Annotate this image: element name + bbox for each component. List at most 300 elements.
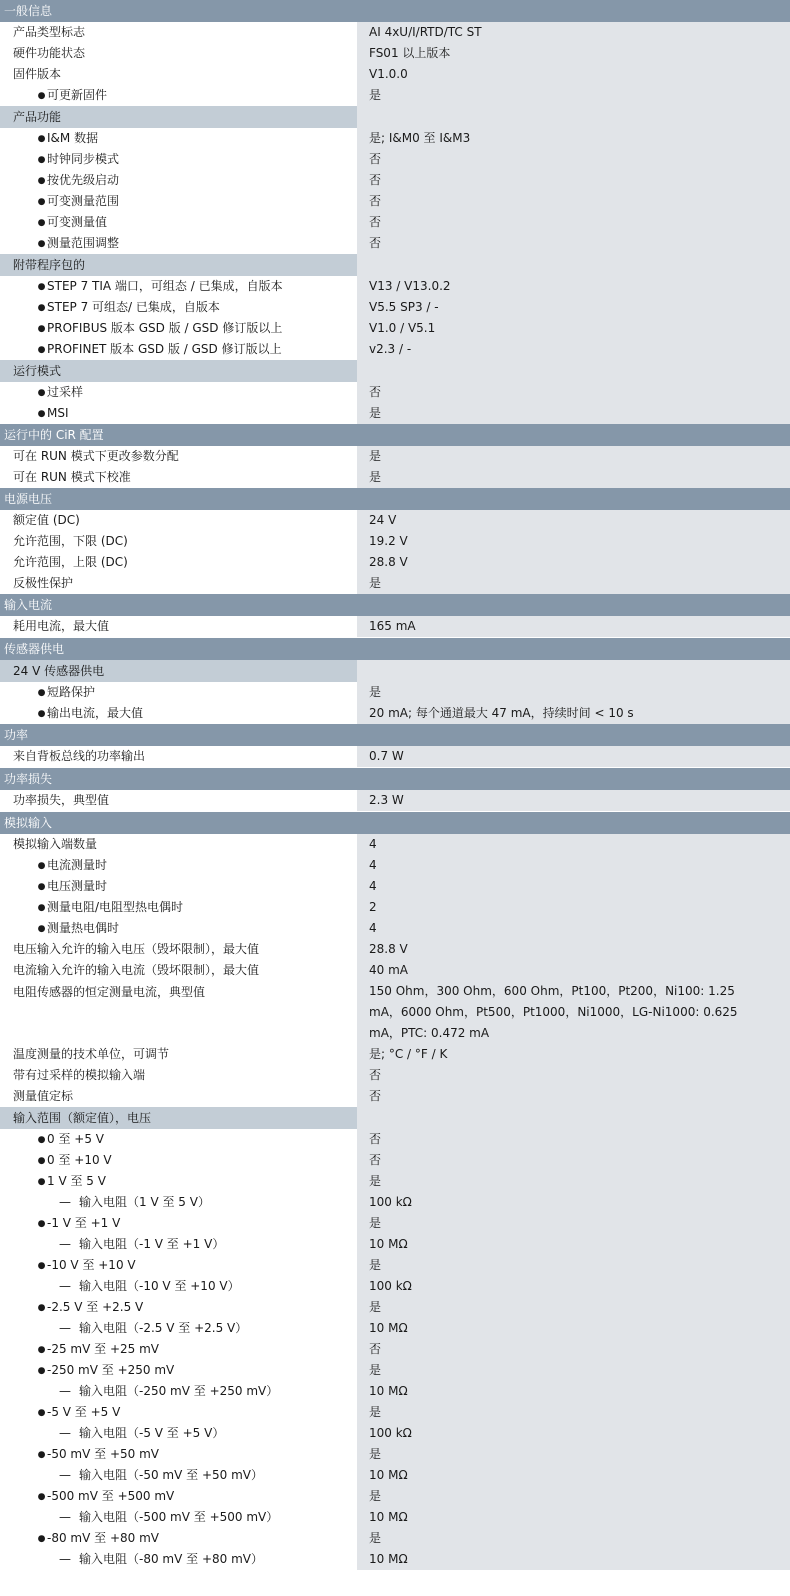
bullet-icon: ● [37, 1492, 46, 1502]
spec-row [0, 1086, 790, 1107]
spec-label: MSI [47, 406, 69, 420]
spec-row [0, 790, 790, 812]
spec-row [0, 1444, 790, 1465]
dash-icon: — [59, 1426, 71, 1440]
spec-value: 否 [357, 1086, 790, 1107]
spec-label: 测量范围调整 [47, 236, 120, 250]
spec-value: 是 [357, 1255, 790, 1276]
spec-row [0, 1381, 790, 1402]
spec-label: 模拟输入端数量 [13, 837, 98, 851]
spec-value: 是 [357, 446, 790, 467]
spec-label: 电压测量时 [47, 879, 108, 893]
spec-label-cell [0, 128, 357, 149]
spec-value: 否 [357, 233, 790, 254]
section-header [0, 254, 790, 276]
spec-label-cell [0, 1486, 357, 1507]
bullet-icon: ● [37, 1261, 46, 1271]
spec-label: 带有过采样的模拟输入端 [13, 1068, 146, 1082]
spec-label-cell [0, 403, 357, 424]
spec-label: -80 mV 至 +80 mV [47, 1531, 159, 1545]
spec-label: 输入电阻（-80 mV 至 +80 mV） [79, 1552, 263, 1566]
spec-value: 否 [357, 170, 790, 191]
spec-value: 是 [357, 85, 790, 106]
bullet-icon: ● [37, 345, 46, 355]
spec-value: 是 [357, 1444, 790, 1465]
spec-value: 是 [357, 682, 790, 703]
section-title: 功率 [4, 728, 29, 742]
spec-label-cell [0, 616, 357, 637]
spec-value: 100 kΩ [357, 1192, 790, 1213]
spec-label: 反极性保护 [13, 576, 74, 590]
spec-value: 100 kΩ [357, 1276, 790, 1297]
spec-value: 100 kΩ [357, 1423, 790, 1444]
dash-icon: — [59, 1279, 71, 1293]
section-header [0, 1107, 790, 1129]
spec-label-cell [0, 1528, 357, 1549]
spec-label-cell [0, 149, 357, 170]
spec-value: 否 [357, 191, 790, 212]
spec-label-cell [0, 1339, 357, 1360]
spec-value: 4 [357, 834, 790, 855]
spec-row [0, 1171, 790, 1192]
spec-value: 10 MΩ [357, 1381, 790, 1402]
spec-label: 温度测量的技术单位，可调节 [13, 1047, 170, 1061]
spec-value: 否 [357, 1150, 790, 1171]
spec-row [0, 531, 790, 552]
spec-label-cell [0, 531, 357, 552]
spec-label-cell [0, 1444, 357, 1465]
spec-label: -10 V 至 +10 V [47, 1258, 136, 1272]
spec-label: 0 至 +5 V [47, 1132, 104, 1146]
spec-label: 短路保护 [47, 685, 96, 699]
spec-label-cell [0, 918, 357, 939]
spec-value: V5.5 SP3 / - [357, 297, 790, 318]
spec-label-cell [0, 22, 357, 43]
spec-label: 过采样 [47, 385, 84, 399]
spec-label: 0 至 +10 V [47, 1153, 112, 1167]
spec-row [0, 703, 790, 724]
spec-label-cell [0, 1297, 357, 1318]
bullet-icon: ● [37, 134, 46, 144]
spec-label: 电流测量时 [47, 858, 108, 872]
section-header-fill [357, 424, 790, 446]
section-title: 模拟输入 [4, 816, 53, 830]
section-title: 运行模式 [0, 360, 357, 382]
section-header [0, 638, 790, 660]
spec-label: 输入电阻（-1 V 至 +1 V） [79, 1237, 225, 1251]
spec-row [0, 1549, 790, 1570]
spec-label-cell [0, 1213, 357, 1234]
spec-row [0, 64, 790, 85]
spec-value: 0.7 W [357, 746, 790, 767]
spec-row [0, 128, 790, 149]
section-header-fill [357, 106, 790, 128]
bullet-icon: ● [37, 709, 46, 719]
section-title: 功率损失 [4, 772, 53, 786]
spec-value: 4 [357, 876, 790, 897]
spec-label: -250 mV 至 +250 mV [47, 1363, 175, 1377]
spec-row [0, 1486, 790, 1507]
section-title: 附带程序包的 [0, 254, 357, 276]
spec-value: 20 mA; 每个通道最大 47 mA，持续时间 < 10 s [357, 703, 790, 724]
section-header [0, 488, 790, 510]
spec-label-cell [0, 1549, 357, 1570]
spec-label-cell [0, 981, 357, 1044]
spec-value: 是; I&M0 至 I&M3 [357, 128, 790, 149]
spec-row [0, 446, 790, 467]
spec-label: PROFIBUS 版本 GSD 版 / GSD 修订版以上 [47, 321, 283, 335]
spec-row [0, 1423, 790, 1444]
spec-row [0, 1213, 790, 1234]
spec-value: 10 MΩ [357, 1507, 790, 1528]
spec-row [0, 43, 790, 64]
spec-label: -500 mV 至 +500 mV [47, 1489, 175, 1503]
spec-value: 是 [357, 1528, 790, 1549]
spec-label: -1 V 至 +1 V [47, 1216, 121, 1230]
spec-value: 4 [357, 855, 790, 876]
dash-icon: — [59, 1321, 71, 1335]
spec-value: 否 [357, 149, 790, 170]
spec-row [0, 170, 790, 191]
spec-row [0, 1402, 790, 1423]
spec-label: 按优先级启动 [47, 173, 120, 187]
bullet-icon: ● [37, 1408, 46, 1418]
bullet-icon: ● [37, 1177, 46, 1187]
bullet-icon: ● [37, 409, 46, 419]
spec-value: 10 MΩ [357, 1318, 790, 1339]
spec-label-cell [0, 467, 357, 488]
spec-row [0, 1276, 790, 1297]
spec-label-cell [0, 1171, 357, 1192]
bullet-icon: ● [37, 155, 46, 165]
spec-label-cell [0, 1402, 357, 1423]
spec-label-cell [0, 233, 357, 254]
spec-row [0, 339, 790, 360]
section-header [0, 724, 790, 746]
spec-label-cell [0, 703, 357, 724]
section-header-fill [357, 254, 790, 276]
spec-row [0, 1150, 790, 1171]
spec-label: -50 mV 至 +50 mV [47, 1447, 159, 1461]
spec-value: 是 [357, 1213, 790, 1234]
spec-row [0, 1318, 790, 1339]
spec-row [0, 510, 790, 531]
spec-row [0, 616, 790, 638]
dash-icon: — [59, 1510, 71, 1524]
spec-label: 输入电阻（-10 V 至 +10 V） [79, 1279, 240, 1293]
spec-label: 测量值定标 [13, 1089, 74, 1103]
spec-label: 输入电阻（-500 mV 至 +500 mV） [79, 1510, 279, 1524]
spec-row [0, 1297, 790, 1318]
spec-row [0, 1065, 790, 1086]
spec-label-cell [0, 1423, 357, 1444]
spec-value: 是 [357, 1402, 790, 1423]
spec-label: 输出电流，最大值 [47, 706, 144, 720]
spec-label-cell [0, 960, 357, 981]
bullet-icon: ● [37, 1366, 46, 1376]
spec-value: FS01 以上版本 [357, 43, 790, 64]
spec-row [0, 876, 790, 897]
bullet-icon: ● [37, 282, 46, 292]
spec-value: 否 [357, 1129, 790, 1150]
section-header [0, 106, 790, 128]
spec-label: -5 V 至 +5 V [47, 1405, 121, 1419]
section-header-fill [357, 638, 790, 660]
spec-value: 是 [357, 1297, 790, 1318]
spec-label-cell [0, 297, 357, 318]
section-header-fill [357, 1107, 790, 1129]
spec-label: 固件版本 [13, 67, 62, 81]
spec-value: 是 [357, 1360, 790, 1381]
dash-icon: — [59, 1195, 71, 1209]
bullet-icon: ● [37, 1135, 46, 1145]
spec-label: 硬件功能状态 [13, 46, 86, 60]
spec-label-cell [0, 318, 357, 339]
bullet-icon: ● [37, 882, 46, 892]
spec-label-cell [0, 834, 357, 855]
bullet-icon: ● [37, 218, 46, 228]
spec-row [0, 1528, 790, 1549]
section-header-fill [357, 724, 790, 746]
spec-row [0, 1465, 790, 1486]
spec-label-cell [0, 1276, 357, 1297]
spec-row [0, 682, 790, 703]
spec-label-cell [0, 897, 357, 918]
spec-label-cell [0, 510, 357, 531]
spec-label-cell [0, 1086, 357, 1107]
spec-label: 耗用电流，最大值 [13, 619, 110, 633]
dash-icon: — [59, 1468, 71, 1482]
section-title: 输入电流 [4, 598, 53, 612]
section-title: 输入范围（额定值），电压 [0, 1107, 357, 1129]
dash-icon: — [59, 1237, 71, 1251]
spec-value: 28.8 V [357, 939, 790, 960]
spec-row [0, 746, 790, 768]
spec-label-cell [0, 191, 357, 212]
section-header [0, 768, 790, 790]
spec-row [0, 552, 790, 573]
spec-label-cell [0, 746, 357, 767]
spec-value: 10 MΩ [357, 1465, 790, 1486]
spec-label: 输入电阻（-250 mV 至 +250 mV） [79, 1384, 279, 1398]
spec-label: PROFINET 版本 GSD 版 / GSD 修订版以上 [47, 342, 282, 356]
spec-label-cell [0, 1255, 357, 1276]
spec-label-cell [0, 339, 357, 360]
spec-label: 允许范围，下限 (DC) [13, 534, 128, 548]
spec-label: 可变测量范围 [47, 194, 120, 208]
spec-value: 2.3 W [357, 790, 790, 811]
spec-label: 输入电阻（-2.5 V 至 +2.5 V） [79, 1321, 248, 1335]
section-header-fill [357, 0, 790, 22]
bullet-icon: ● [37, 1534, 46, 1544]
section-header-fill [357, 594, 790, 616]
spec-value: v2.3 / - [357, 339, 790, 360]
spec-label: 来自背板总线的功率输出 [13, 749, 146, 763]
spec-row [0, 1129, 790, 1150]
spec-label: 可更新固件 [47, 88, 108, 102]
spec-value: 28.8 V [357, 552, 790, 573]
spec-value: 是 [357, 1486, 790, 1507]
spec-label: 输入电阻（-5 V 至 +5 V） [79, 1426, 225, 1440]
spec-row [0, 1192, 790, 1213]
spec-label-cell [0, 1507, 357, 1528]
spec-row [0, 22, 790, 43]
spec-label-cell [0, 446, 357, 467]
bullet-icon: ● [37, 924, 46, 934]
section-header [0, 0, 790, 22]
spec-label: -2.5 V 至 +2.5 V [47, 1300, 144, 1314]
spec-label-cell [0, 382, 357, 403]
spec-label-cell [0, 85, 357, 106]
spec-row [0, 1360, 790, 1381]
spec-row [0, 212, 790, 233]
spec-label: 额定值 (DC) [13, 513, 80, 527]
bullet-icon: ● [37, 1219, 46, 1229]
spec-label: 1 V 至 5 V [47, 1174, 106, 1188]
section-header-fill [357, 660, 790, 682]
spec-label-cell [0, 212, 357, 233]
spec-row [0, 1044, 790, 1065]
section-header [0, 424, 790, 446]
spec-value: 19.2 V [357, 531, 790, 552]
bullet-icon: ● [37, 91, 46, 101]
spec-label: 测量电阻/电阻型热电偶时 [47, 900, 184, 914]
bullet-icon: ● [37, 239, 46, 249]
spec-row [0, 1507, 790, 1528]
spec-row [0, 318, 790, 339]
spec-row [0, 149, 790, 170]
spec-value: 40 mA [357, 960, 790, 981]
spec-value: 10 MΩ [357, 1549, 790, 1570]
spec-label: 输入电阻（1 V 至 5 V） [79, 1195, 210, 1209]
section-header [0, 594, 790, 616]
spec-label: -25 mV 至 +25 mV [47, 1342, 159, 1356]
spec-label-cell [0, 1129, 357, 1150]
spec-value: 是 [357, 467, 790, 488]
spec-value: 否 [357, 212, 790, 233]
spec-label: 产品类型标志 [13, 25, 86, 39]
section-title: 一般信息 [4, 4, 53, 18]
spec-value: 2 [357, 897, 790, 918]
spec-value: V1.0.0 [357, 64, 790, 85]
spec-label: 可变测量值 [47, 215, 108, 229]
spec-label-cell [0, 939, 357, 960]
spec-row [0, 191, 790, 212]
spec-value: V13 / V13.0.2 [357, 276, 790, 297]
bullet-icon: ● [37, 1156, 46, 1166]
spec-row [0, 939, 790, 960]
bullet-icon: ● [37, 324, 46, 334]
bullet-icon: ● [37, 861, 46, 871]
spec-label: STEP 7 可组态/ 已集成，自版本 [47, 300, 220, 314]
spec-value: 是 [357, 573, 790, 594]
spec-value: 是 [357, 403, 790, 424]
bullet-icon: ● [37, 688, 46, 698]
spec-label-cell [0, 1381, 357, 1402]
section-header [0, 812, 790, 834]
spec-label: 允许范围，上限 (DC) [13, 555, 128, 569]
spec-value: V1.0 / V5.1 [357, 318, 790, 339]
spec-value: 否 [357, 382, 790, 403]
spec-label-cell [0, 790, 357, 811]
spec-label: 电阻传感器的恒定测量电流，典型值 [13, 985, 206, 999]
section-title: 24 V 传感器供电 [0, 660, 357, 682]
spec-value: 4 [357, 918, 790, 939]
section-title: 电源电压 [4, 492, 53, 506]
spec-row [0, 297, 790, 318]
section-header-fill [357, 360, 790, 382]
spec-label-cell [0, 552, 357, 573]
spec-value: 24 V [357, 510, 790, 531]
spec-row [0, 233, 790, 254]
section-title: 传感器供电 [4, 642, 65, 656]
spec-row [0, 276, 790, 297]
section-header-fill [357, 768, 790, 790]
spec-label: 可在 RUN 模式下更改参数分配 [13, 449, 179, 463]
spec-value: AI 4xU/I/RTD/TC ST [357, 22, 790, 43]
spec-label: 电压输入允许的输入电压（毁坏限制），最大值 [13, 942, 260, 956]
spec-value: 是 [357, 1171, 790, 1192]
bullet-icon: ● [37, 303, 46, 313]
spec-row [0, 573, 790, 594]
spec-label-cell [0, 573, 357, 594]
section-header-fill [357, 488, 790, 510]
spec-row [0, 918, 790, 939]
spec-label-cell [0, 64, 357, 85]
bullet-icon: ● [37, 176, 46, 186]
section-title: 运行中的 CiR 配置 [4, 428, 104, 442]
spec-label-cell [0, 1044, 357, 1065]
spec-label: 时钟同步模式 [47, 152, 120, 166]
spec-label: 输入电阻（-50 mV 至 +50 mV） [79, 1468, 263, 1482]
spec-label: I&M 数据 [47, 131, 99, 145]
spec-value: 150 Ohm，300 Ohm，600 Ohm，Pt100，Pt200，Ni100: 1.25 mA，6000 Ohm，Pt500，Pt1000，Ni1000，LG-Ni1000: 0.625 mA，PTC: 0.472 mA [357, 981, 790, 1044]
spec-label: STEP 7 TIA 端口，可组态 / 已集成，自版本 [47, 279, 283, 293]
bullet-icon: ● [37, 903, 46, 913]
spec-value: 否 [357, 1065, 790, 1086]
spec-label: 测量热电偶时 [47, 921, 120, 935]
spec-label-cell [0, 1065, 357, 1086]
section-header-fill [357, 812, 790, 834]
dash-icon: — [59, 1552, 71, 1566]
spec-value: 165 mA [357, 616, 790, 637]
spec-row [0, 834, 790, 855]
spec-row [0, 897, 790, 918]
spec-label-cell [0, 1360, 357, 1381]
spec-row [0, 855, 790, 876]
section-title: 产品功能 [0, 106, 357, 128]
spec-row [0, 403, 790, 424]
spec-row [0, 960, 790, 981]
spec-row [0, 85, 790, 106]
spec-label-cell [0, 876, 357, 897]
spec-row [0, 382, 790, 403]
spec-label-cell [0, 276, 357, 297]
bullet-icon: ● [37, 197, 46, 207]
spec-label: 功率损失，典型值 [13, 793, 110, 807]
spec-row [0, 1255, 790, 1276]
spec-label: 可在 RUN 模式下校准 [13, 470, 131, 484]
bullet-icon: ● [37, 1345, 46, 1355]
spec-row [0, 1234, 790, 1255]
dash-icon: — [59, 1384, 71, 1398]
spec-label-cell [0, 1234, 357, 1255]
section-header [0, 360, 790, 382]
bullet-icon: ● [37, 388, 46, 398]
spec-label-cell [0, 170, 357, 191]
spec-value: 否 [357, 1339, 790, 1360]
spec-row [0, 981, 790, 1044]
